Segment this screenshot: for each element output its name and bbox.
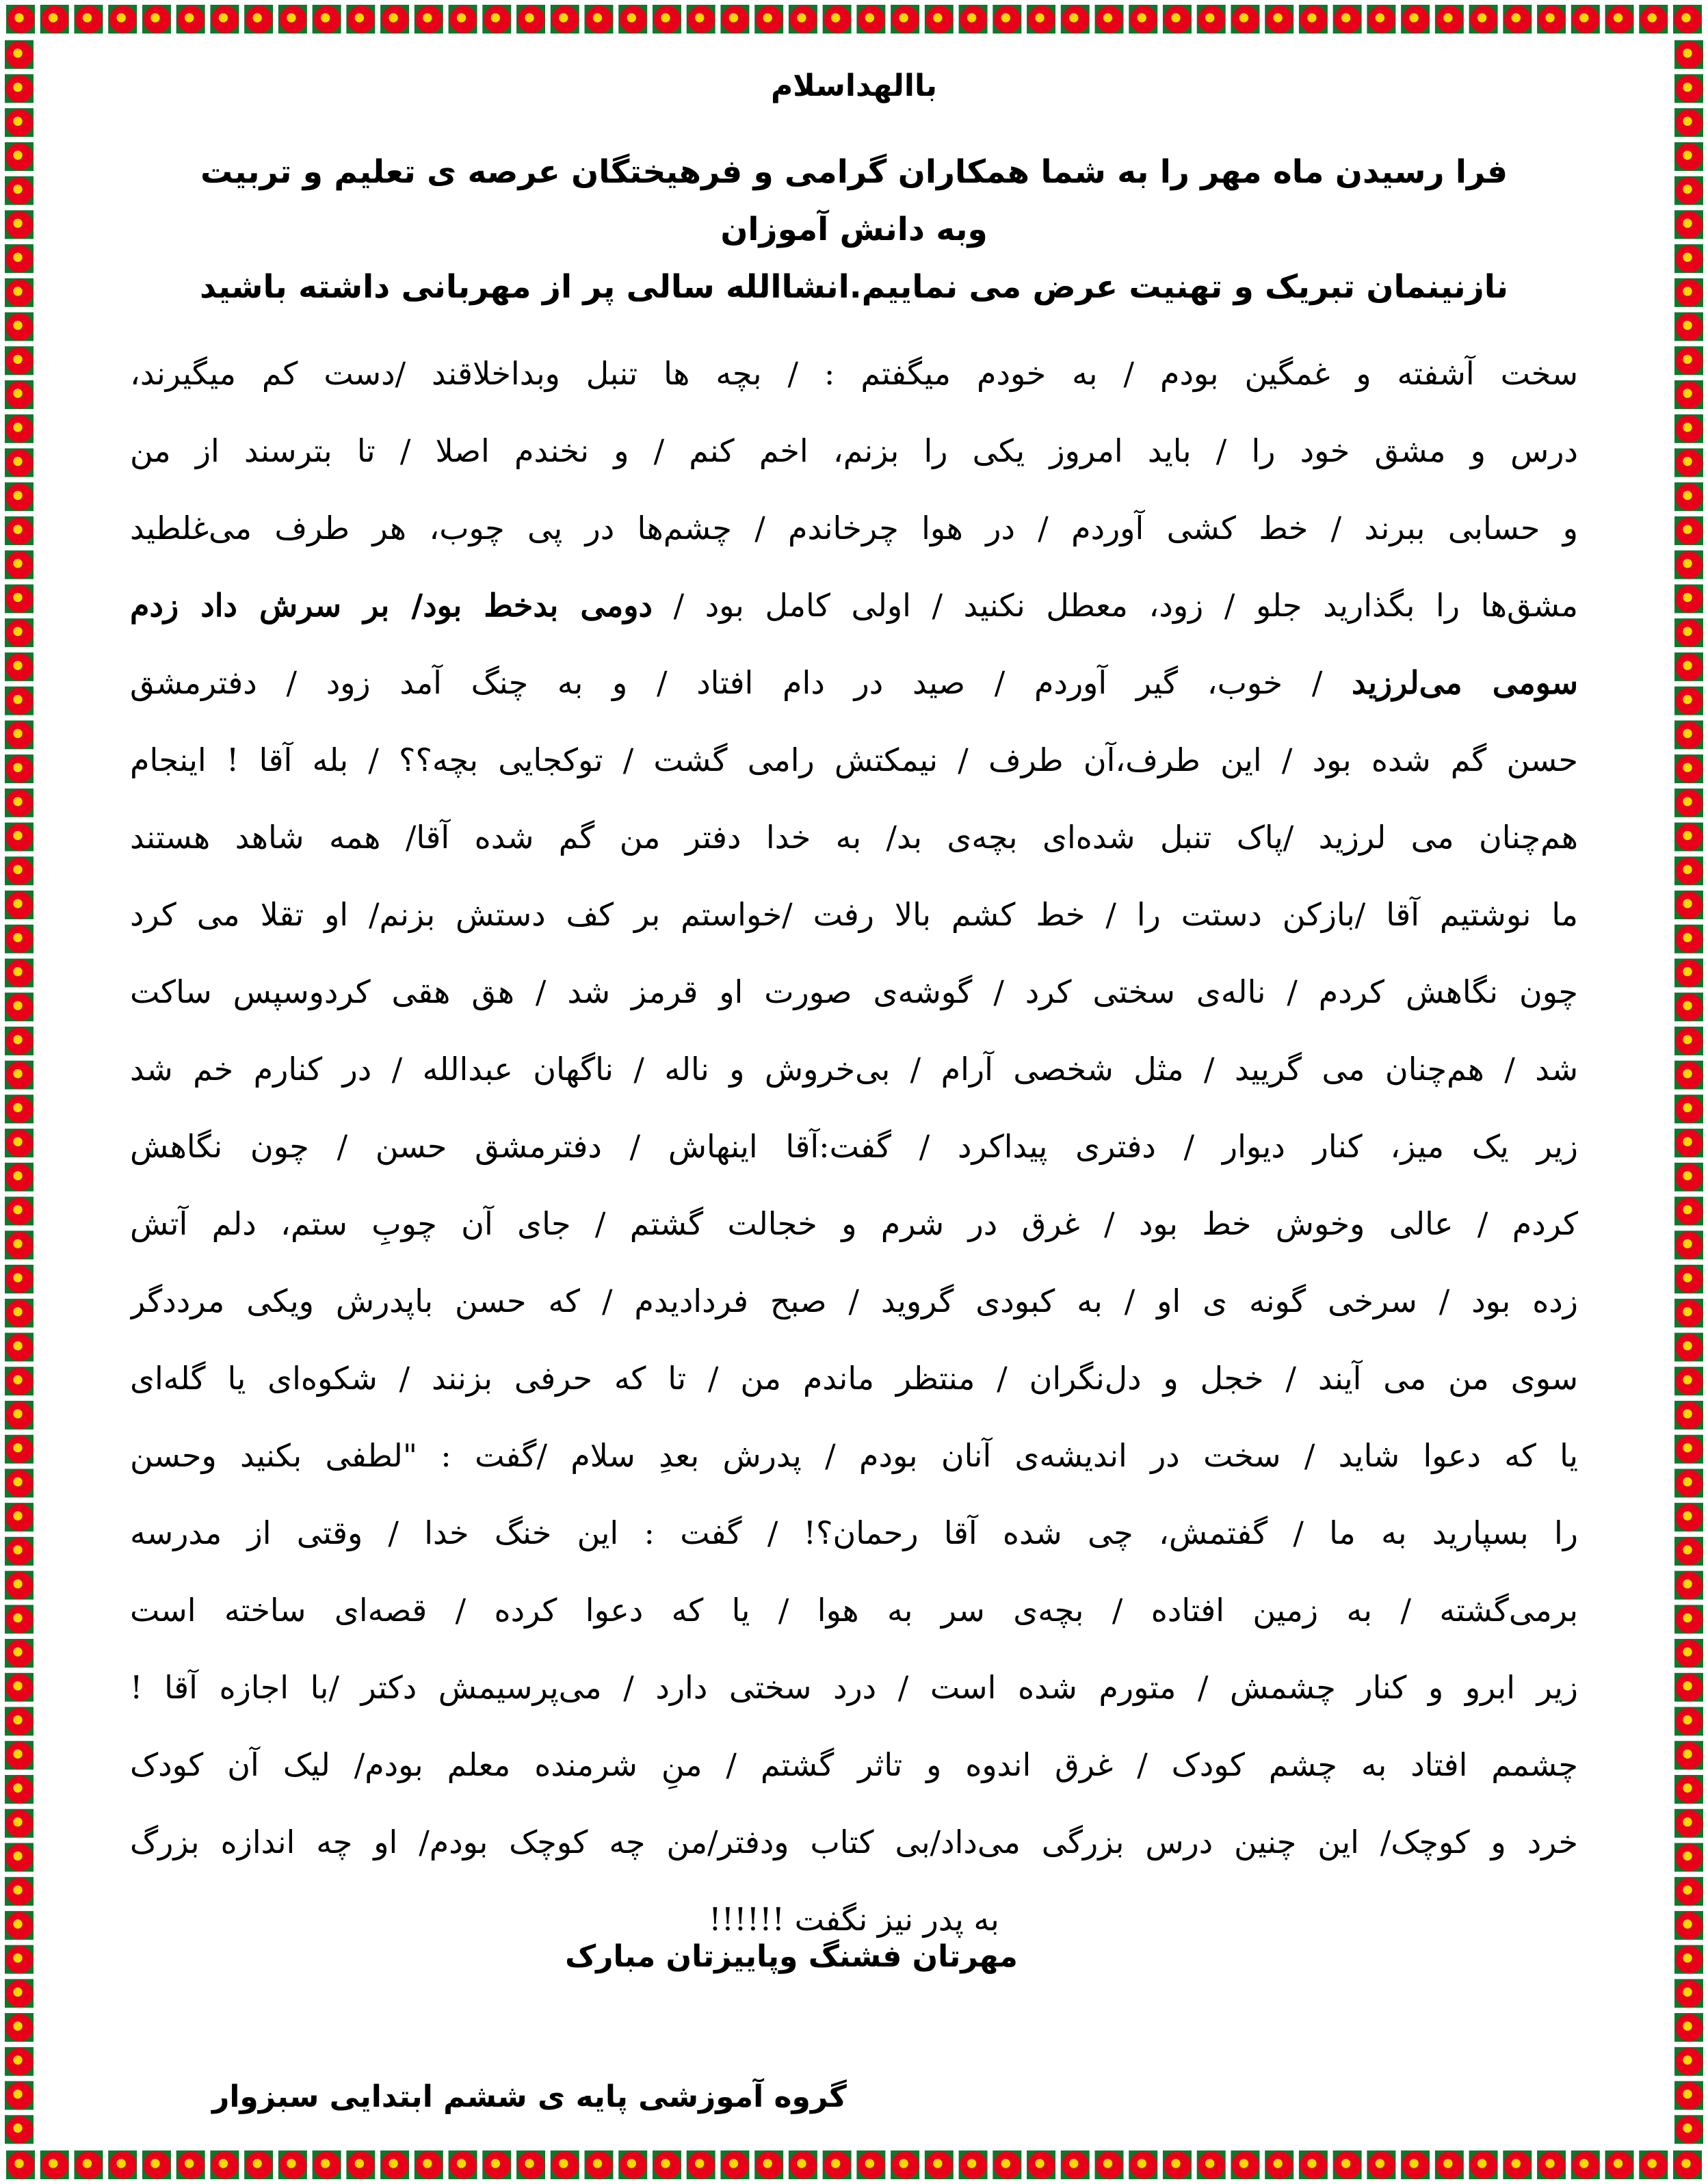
flower-icon: [5, 1639, 34, 1668]
flower-icon: [1503, 2150, 1532, 2179]
flower-icon: [1674, 925, 1703, 953]
flower-icon: [1674, 551, 1703, 579]
poem-line: برمی‌گشته / به زمین افتاده / بچه‌ی سر به هوا / یا که دعوا کرده / قصه‌ای ساخته است: [130, 1592, 1578, 1629]
flower-icon: [1674, 1945, 1703, 1974]
flower-icon: [1367, 5, 1395, 34]
flower-icon: [244, 5, 273, 34]
flower-icon: [1674, 1061, 1703, 1090]
flower-icon: [1095, 2150, 1124, 2179]
flower-icon: [1503, 5, 1532, 34]
flower-icon: [5, 1537, 34, 1566]
flower-icon: [1674, 2115, 1703, 2144]
flower-icon: [1299, 5, 1328, 34]
closing-text: مهرتان فشنگ وپاییزتان مبارک: [565, 1939, 1018, 1974]
flower-icon: [449, 5, 477, 34]
flower-icon: [1674, 1571, 1703, 1600]
flower-icon: [1367, 2150, 1395, 2179]
flower-icon: [108, 5, 137, 34]
flower-icon: [1674, 2013, 1703, 2042]
flower-icon: [653, 2150, 681, 2179]
flower-icon: [5, 1061, 34, 1090]
flower-icon: [5, 210, 34, 239]
flower-icon: [959, 5, 988, 34]
flower-icon: [5, 1741, 34, 1769]
flower-icon: [5, 1197, 34, 1226]
poem-line: چشمم افتاد به چشم کودک / غرق اندوه و تاثر گشتم / منِ شرمنده معلم بودم/ لیک آن کودک: [130, 1746, 1578, 1783]
signature: گروه آموزشی پایه ی ششم ابتدایی سبزوار: [212, 2079, 847, 2114]
flower-icon: [1674, 2081, 1703, 2110]
flower-icon: [1674, 1265, 1703, 1293]
flower-icon: [482, 5, 511, 34]
flower-icon: [1027, 2150, 1055, 2179]
flower-icon: [1674, 380, 1703, 409]
flower-icon: [108, 2150, 137, 2179]
flower-icon: [5, 1163, 34, 1192]
flower-icon: [1571, 5, 1600, 34]
flower-icon: [5, 584, 34, 613]
flower-icon: [1674, 415, 1703, 443]
flower-icon: [346, 2150, 375, 2179]
flower-icon: [380, 2150, 409, 2179]
flower-icon: [1674, 823, 1703, 852]
flower-icon: [5, 1435, 34, 1464]
flower-icon: [1674, 1809, 1703, 1838]
flower-icon: [5, 1469, 34, 1497]
flower-icon: [5, 1979, 34, 2008]
closing-wish: [333, 1939, 1633, 1974]
flower-icon: [1129, 5, 1157, 34]
flower-icon: [584, 2150, 613, 2179]
flower-icon: [1674, 346, 1703, 375]
flower-icon: [1674, 958, 1703, 987]
flower-icon: [5, 278, 34, 307]
flower-icon: [6, 5, 35, 34]
flower-icon: [823, 2150, 852, 2179]
flower-icon: [1027, 5, 1055, 34]
flower-icon: [1674, 1673, 1703, 1702]
flower-icon: [5, 415, 34, 443]
flower-icon: [1674, 1775, 1703, 1804]
flower-icon: [5, 1707, 34, 1736]
flower-icon: [1674, 1537, 1703, 1566]
flower-icon: [1674, 448, 1703, 477]
flower-icon: [1674, 482, 1703, 511]
flower-icon: [1674, 516, 1703, 545]
flower-icon: [1674, 1367, 1703, 1395]
flower-icon: [1061, 5, 1090, 34]
flower-icon: [925, 5, 954, 34]
flower-icon: [5, 516, 34, 545]
flower-icon: [1674, 1231, 1703, 1259]
flower-icon: [5, 1843, 34, 1871]
flower-icon: [1639, 5, 1668, 34]
flower-icon: [74, 5, 103, 34]
flower-icon: [278, 5, 307, 34]
flower-icon: [5, 346, 34, 375]
flower-icon: [40, 2150, 69, 2179]
flower-icon: [5, 2013, 34, 2042]
flower-icon: [856, 5, 885, 34]
flower-icon: [1674, 687, 1703, 715]
poem-line: ما نوشتیم آقا /بازکن دستت را / خط کشم بالا رفت /خواستم بر کف دستش بزنم/ او تقلا می کرد: [130, 896, 1578, 933]
flower-icon: [993, 2150, 1021, 2179]
flower-icon: [1333, 5, 1362, 34]
flower-icon: [1674, 40, 1703, 69]
poem-line: زده بود / سرخی گونه ی او / به کبودی گروید / صبح فردادیدم / که حسن باپدرش ویکی مرددگر: [130, 1282, 1578, 1319]
flower-icon: [1674, 1605, 1703, 1633]
flower-icon: [1674, 1435, 1703, 1464]
poem-line: [130, 644, 1578, 722]
flower-icon: [5, 891, 34, 919]
flower-icon: [1674, 789, 1703, 817]
poem-line: چون نگاهش کردم / ناله‌ی سختی کرد / گوشه‌ی صورت او قرمز شد / هق هقی کردوسپس ساکت: [130, 973, 1578, 1010]
flower-icon: [5, 720, 34, 749]
flower-icon: [516, 2150, 545, 2179]
flower-icon: [1674, 1639, 1703, 1668]
flower-icon: [346, 5, 375, 34]
flower-icon: [618, 2150, 647, 2179]
flower-icon: [482, 2150, 511, 2179]
flower-icon: [1674, 210, 1703, 239]
flower-icon: [720, 2150, 749, 2179]
flower-icon: [5, 2081, 34, 2110]
flower-icon: [5, 618, 34, 647]
flower-icon: [176, 5, 205, 34]
flower-icon: [754, 2150, 783, 2179]
flower-icon: [1674, 2047, 1703, 2076]
flower-icon: [856, 2150, 885, 2179]
flower-icon: [5, 313, 34, 341]
flower-icon: [5, 482, 34, 511]
flower-icon: [925, 2150, 954, 2179]
flower-icon: [1674, 1197, 1703, 1226]
flower-icon: [1674, 74, 1703, 103]
flower-icon: [1674, 1843, 1703, 1871]
poem-line: به پدر نیز نگفت !!!!!!: [709, 1901, 999, 1938]
flower-icon: [5, 925, 34, 953]
flower-icon: [1537, 5, 1566, 34]
flower-icon: [5, 1401, 34, 1430]
flower-icon: [789, 5, 817, 34]
flower-icon: [1401, 2150, 1430, 2179]
flower-icon: [5, 1027, 34, 1055]
flower-icon: [551, 5, 579, 34]
flower-icon: [1674, 1129, 1703, 1157]
intro-line: فرا رسیدن ماه مهر را به شما همکاران گرامی و فرهیختگان عرصه ی تعلیم و تربیت وبه دانش آموزان: [200, 153, 1508, 248]
flower-icon: [1674, 1911, 1703, 1940]
flower-icon: [1674, 1027, 1703, 1055]
flower-icon: [5, 2047, 34, 2076]
flower-icon: [5, 1809, 34, 1838]
intro-paragraph: [178, 144, 1530, 316]
flower-icon: [244, 2150, 273, 2179]
flower-icon: [754, 5, 783, 34]
poem-line: هم‌چنان می لرزید /پاک تنبل شده‌ای بچه‌ی بد/ به خدا دفتر من گم شده آقا/ همه شاهد هستند: [130, 819, 1578, 856]
poem-bold-text: سومی می‌لرزید: [1352, 664, 1578, 701]
flower-icon: [551, 2150, 579, 2179]
flower-icon: [5, 1877, 34, 1906]
flower-icon: [278, 2150, 307, 2179]
flower-icon: [789, 2150, 817, 2179]
flower-icon: [5, 687, 34, 715]
flower-icon: [1674, 618, 1703, 647]
flower-icon: [5, 653, 34, 681]
flower-icon: [5, 1231, 34, 1259]
flower-icon: [5, 1911, 34, 1940]
flower-icon: [5, 1265, 34, 1293]
flower-icon: [380, 5, 409, 34]
poem-line: و حسابی ببرند / خط کشی آوردم / در هوا چرخاندم / چشم‌ها در پی چوب، هر طرف می‌غلطید: [130, 510, 1578, 547]
flower-icon: [823, 5, 852, 34]
poem-line: درس و مشق خود را / باید امروز یکی را بزنم، اخم کنم / و نخندم اصلا / تا بترسند از من: [130, 432, 1578, 469]
flower-icon: [891, 2150, 919, 2179]
flower-icon: [1674, 754, 1703, 783]
flower-icon: [142, 2150, 171, 2179]
flower-icon: [1197, 5, 1226, 34]
flower-icon: [1674, 653, 1703, 681]
flower-icon: [687, 5, 715, 34]
poem-line: خرد و کوچک/ این چنین درس بزرگی می‌داد/بی کتاب ودفتر/من چه کوچک بودم/ او چه اندازه بزرگ: [130, 1824, 1578, 1860]
flower-icon: [1605, 2150, 1634, 2179]
poem-bold-text: دومی بدخط بود/ بر سرش داد زدم: [130, 587, 653, 624]
flower-icon: [5, 823, 34, 852]
flower-icon: [1674, 1877, 1703, 1906]
flower-icon: [1129, 2150, 1157, 2179]
flower-icon: [584, 5, 613, 34]
flower-icon: [618, 5, 647, 34]
flower-icon: [1299, 2150, 1328, 2179]
flower-icon: [1674, 1163, 1703, 1192]
flower-icon: [1673, 5, 1702, 34]
flower-icon: [5, 754, 34, 783]
flower-icon: [1401, 5, 1430, 34]
document-page: [75, 62, 1633, 2120]
flower-icon: [1231, 2150, 1259, 2179]
flower-icon: [653, 5, 681, 34]
flower-icon: [959, 2150, 988, 2179]
flower-icon: [5, 1094, 34, 1123]
flower-icon: [1639, 2150, 1668, 2179]
flower-icon: [516, 5, 545, 34]
poem-line: حسن گم شده بود / این طرف،آن طرف / نیمکتش رامی گشت / توکجایی بچه؟؟ / بله آقا ! اینجام: [130, 741, 1578, 778]
flower-icon: [5, 380, 34, 409]
flower-icon: [1674, 1299, 1703, 1328]
poem-line: سوی من می آیند / خجل و دل‌نگران / منتظر ماندم من / تا که حرفی بزنند / شکوه‌ای یا گله‌ای: [130, 1360, 1578, 1397]
flower-icon: [1674, 1707, 1703, 1736]
flower-icon: [5, 448, 34, 477]
flower-icon: [1674, 1741, 1703, 1769]
poem-line-text: مشق‌ها را بگذارید جلو / زود، معطل نکنید / اولی کامل بود /: [673, 587, 1578, 624]
flower-icon: [891, 5, 919, 34]
flower-icon: [5, 1332, 34, 1361]
flower-icon: [142, 5, 171, 34]
flower-icon: [1333, 2150, 1362, 2179]
flower-icon: [415, 5, 443, 34]
flower-icon: [5, 958, 34, 987]
flower-icon: [1435, 5, 1464, 34]
flower-icon: [5, 1299, 34, 1328]
flower-icon: [1674, 1503, 1703, 1531]
flower-icon: [1674, 142, 1703, 171]
flower-icon: [5, 992, 34, 1021]
greeting: باالهداسلام: [770, 68, 938, 103]
flower-icon: [74, 2150, 103, 2179]
intro-line: نازنینمان تبریک و تهنیت عرض می نماییم.انشاالله سالی پر از مهربانی داشته باشید: [199, 268, 1509, 306]
flower-icon: [449, 2150, 477, 2179]
flower-icon: [5, 1605, 34, 1633]
flower-icon: [1265, 2150, 1293, 2179]
flower-icon: [313, 2150, 341, 2179]
flower-icon: [1537, 2150, 1566, 2179]
flower-icon: [5, 1673, 34, 1702]
flower-icon: [5, 856, 34, 885]
poem-line: کردم / عالی وخوش خط بود / غرق در شرم و خجالت گشتم / جای آن چوبِ ستم، دلم آتش: [130, 1205, 1578, 1242]
flower-icon: [5, 176, 34, 205]
flower-icon: [1674, 720, 1703, 749]
flower-icon: [1674, 891, 1703, 919]
flower-icon: [210, 2150, 239, 2179]
flower-icon: [5, 789, 34, 817]
flower-icon: [1674, 1401, 1703, 1430]
flower-icon: [5, 108, 34, 137]
flower-icon: [1163, 2150, 1192, 2179]
flower-icon: [210, 5, 239, 34]
flower-icon: [1674, 1979, 1703, 2008]
flower-icon: [1674, 856, 1703, 885]
flower-icon: [1061, 2150, 1090, 2179]
flower-icon: [1571, 2150, 1600, 2179]
flower-icon: [993, 5, 1021, 34]
poem-line: یا که دعوا شاید / سخت در اندیشه‌ی آنان بودم / پدرش بعدِ سلام /گفت : "لطفی بکنید وحسن: [130, 1437, 1578, 1474]
flower-icon: [1673, 2150, 1702, 2179]
flower-icon: [415, 2150, 443, 2179]
poem-line: شد / هم‌چنان می گریید / مثل شخصی آرام / بی‌خروش و ناله / ناگهان عبدالله / در کنارم خم شد: [130, 1051, 1578, 1088]
flower-icon: [6, 2150, 35, 2179]
flower-icon: [1674, 244, 1703, 273]
poem-line-text: / خوب، گیر آوردم / صید در دام افتاد / و به چنگ آمد زود / دفترمشق: [130, 664, 1352, 701]
flower-icon: [5, 244, 34, 273]
flower-icon: [1674, 108, 1703, 137]
flower-icon: [1095, 5, 1124, 34]
flower-icon: [1674, 584, 1703, 613]
flower-icon: [5, 142, 34, 171]
flower-icon: [1197, 2150, 1226, 2179]
flower-icon: [1163, 5, 1192, 34]
poem-line: زیر یک میز، کنار دیوار / دفتری پیداکرد / گفت:آقا اینهاش / دفترمشق حسن / چون نگاهش: [130, 1128, 1578, 1165]
flower-icon: [5, 40, 34, 69]
flower-icon: [1674, 1094, 1703, 1123]
poem-line: سخت آشفته و غمگین بودم / به خودم میگفتم : / بچه ها تنبل وبداخلاقند /دست کم میگیرند،: [130, 355, 1578, 392]
flower-icon: [1231, 5, 1259, 34]
flower-icon: [1469, 5, 1498, 34]
flower-icon: [1605, 5, 1634, 34]
poem: [130, 335, 1578, 1958]
poem-line: را بسپارید به ما / گفتمش، چی شده آقا رحمان؟! / گفت : این خنگ خدا / وقتی از مدرسه: [130, 1514, 1578, 1551]
flower-icon: [1469, 2150, 1498, 2179]
flower-icon: [5, 1945, 34, 1974]
flower-icon: [5, 1775, 34, 1804]
flower-icon: [1435, 2150, 1464, 2179]
flower-icon: [5, 1367, 34, 1395]
flower-icon: [5, 2115, 34, 2144]
flower-icon: [1674, 313, 1703, 341]
flower-icon: [5, 551, 34, 579]
flower-icon: [1674, 1469, 1703, 1497]
flower-icon: [5, 1129, 34, 1157]
flower-icon: [5, 74, 34, 103]
flower-icon: [1674, 278, 1703, 307]
flower-icon: [176, 2150, 205, 2179]
flower-icon: [720, 5, 749, 34]
flower-icon: [1674, 992, 1703, 1021]
flower-icon: [313, 5, 341, 34]
flower-icon: [5, 1503, 34, 1531]
poem-line: [130, 567, 1578, 644]
flower-icon: [1674, 176, 1703, 205]
flower-icon: [687, 2150, 715, 2179]
flower-icon: [40, 5, 69, 34]
flower-icon: [5, 1571, 34, 1600]
flower-icon: [1674, 1332, 1703, 1361]
flower-icon: [1265, 5, 1293, 34]
poem-line: زیر ابرو و کنار چشمش / متورم شده است / درد سختی دارد / می‌پرسیمش دکتر /با اجازه آقا !: [130, 1669, 1578, 1706]
